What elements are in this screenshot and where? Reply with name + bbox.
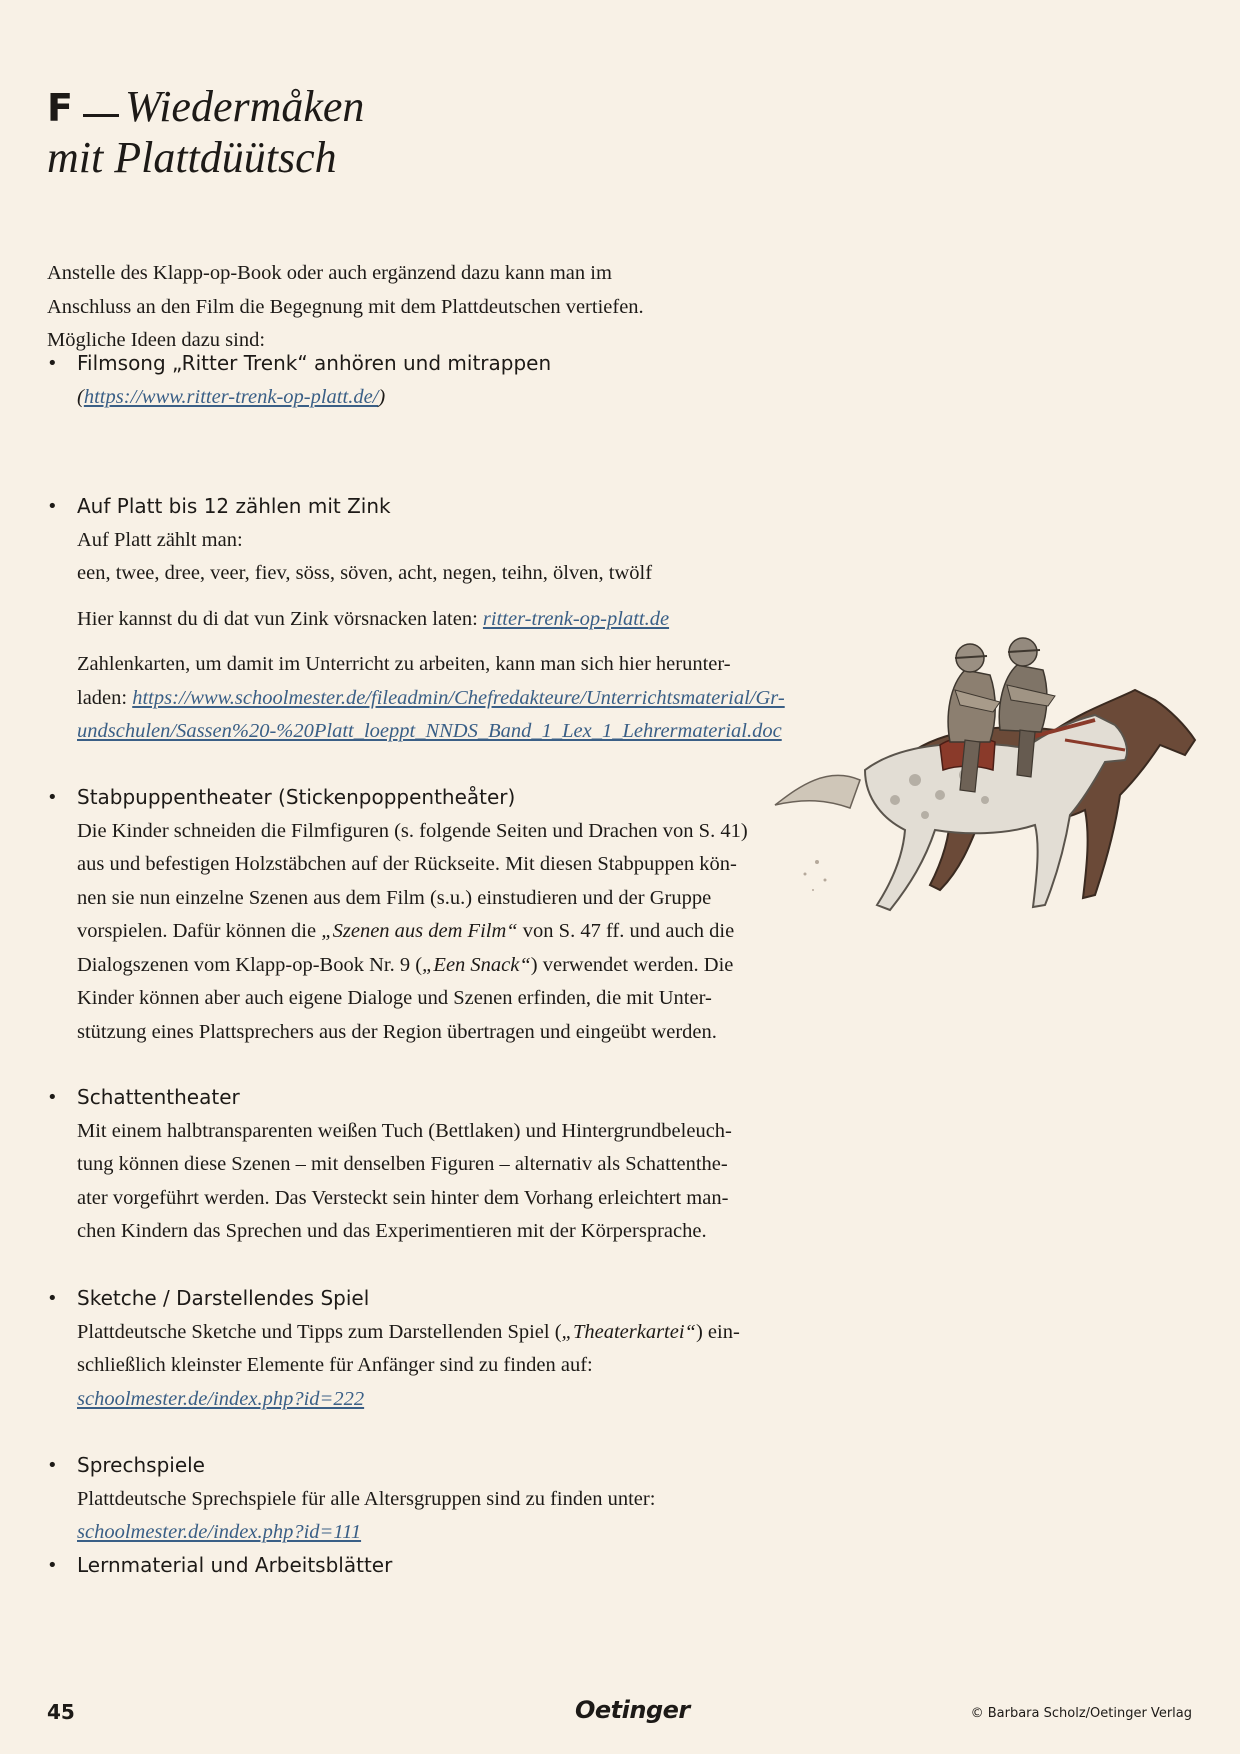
item-heading: Stabpuppentheater (Stickenpoppentheåter) — [77, 785, 516, 809]
item-text: Hier kannst du di dat vun Zink vörsnacken laten: — [77, 607, 483, 630]
bullet: • — [47, 1555, 58, 1576]
item-text: vorspielen. Dafür können die — [77, 920, 322, 942]
zahlenkarten-link[interactable]: https://www.schoolmester.de/fileadmin/Chefredakteure/Unterrichtsmaterial/Gr- — [132, 686, 785, 709]
copyright-notice: © Barbara Scholz/Oetinger Verlag — [970, 1706, 1192, 1721]
item-text: ) verwendet werden. Die — [530, 953, 734, 976]
bullet: • — [47, 496, 58, 517]
item-text: Plattdeutsche Sketche und Tipps zum Darstellenden Spiel ( — [77, 1320, 562, 1343]
item-text: ater vorgeführt werden. Das Versteckt sein hinter dem Vorhang erleichtert man- — [77, 1186, 729, 1209]
item-heading: Schattentheater — [77, 1085, 240, 1109]
paren-open: ( — [77, 385, 84, 408]
item-emphasis: „Een Snack“ — [422, 953, 531, 976]
sprechspiele-link[interactable]: schoolmester.de/index.php?id=111 — [77, 1521, 362, 1543]
bullet: • — [47, 787, 58, 808]
title-separator — [83, 114, 119, 117]
title-line2: mit Plattdüütsch — [47, 133, 337, 182]
item-text: schließlich kleinster Elemente für Anfänger sind zu finden auf: — [77, 1354, 593, 1376]
item-text: Mit einem halbtransparenten weißen Tuch (Bettlaken) und Hintergrundbeleuch- — [77, 1119, 732, 1142]
section-letter: F — [47, 86, 73, 130]
item-text: nen sie nun einzelne Szenen aus dem Film (s.u.) einstudieren und der Gruppe — [77, 886, 712, 909]
item-text: Dialogszenen vom Klapp-op-Book Nr. 9 ( — [77, 953, 423, 976]
publisher-logo: Oetinger — [575, 1696, 690, 1724]
item-text: laden: — [77, 686, 133, 709]
item-text: stützung eines Plattsprechers aus der Region übertragen und eingeübt werden. — [77, 1020, 717, 1043]
item-text: Kinder können aber auch eigene Dialoge und Szenen erfinden, die mit Unter- — [77, 987, 712, 1009]
ritter-trenk-link[interactable]: https://www.ritter-trenk-op-platt.de/ — [83, 385, 379, 408]
list-item-filmsong — [47, 347, 807, 414]
bullet: • — [47, 1288, 58, 1309]
title-line1: Wiedermåken — [124, 82, 365, 131]
item-text: Auf Platt zählt man: — [77, 528, 243, 551]
item-text: Zahlenkarten, um damit im Unterricht zu arbeiten, kann man sich hier herunter- — [77, 653, 731, 675]
theaterkartei-link[interactable]: schoolmester.de/index.php?id=222 — [77, 1387, 365, 1410]
list-item-sprechspiele — [47, 1449, 807, 1550]
bullet: • — [47, 1087, 58, 1108]
list-item-schattentheater — [47, 1081, 807, 1249]
paren-close: ) — [378, 385, 386, 408]
intro-line: Mögliche Ideen dazu sind: — [47, 329, 266, 351]
intro-line: Anschluss an den Film die Begegnung mit dem Plattdeutschen vertiefen. — [47, 295, 644, 318]
item-emphasis: „Theaterkartei“ — [561, 1320, 696, 1343]
item-heading: Filmsong „Ritter Trenk“ anhören und mitrappen — [77, 351, 552, 375]
intro-line: Anstelle des Klapp-op-Book oder auch ergänzend dazu kann man im — [47, 262, 612, 284]
list-item-counting — [47, 490, 807, 749]
item-heading: Sketche / Darstellendes Spiel — [77, 1286, 370, 1310]
item-text: von S. 47 ff. und auch die — [517, 920, 735, 942]
page-title — [47, 82, 364, 183]
item-text: Plattdeutsche Sprechspiele für alle Altersgruppen sind zu finden unter: — [77, 1487, 656, 1510]
list-item-lernmaterial — [47, 1549, 807, 1583]
list-item-stabpuppen — [47, 781, 807, 1049]
item-text: ) ein- — [695, 1320, 740, 1343]
knights-on-horses-illustration — [765, 630, 1205, 950]
item-text: aus und befestigen Holzstäbchen auf der Rückseite. Mit diesen Stabpuppen kön- — [77, 853, 737, 875]
intro-paragraph — [47, 257, 807, 358]
item-text: Die Kinder schneiden die Filmfiguren (s. folgende Seiten und Drachen von S. 41) — [77, 819, 748, 842]
bullet: • — [47, 353, 58, 374]
item-heading: Lernmaterial und Arbeitsblätter — [77, 1553, 393, 1577]
list-item-sketche — [47, 1282, 807, 1416]
item-text: een, twee, dree, veer, fiev, söss, söven, acht, negen, teihn, ölven, twölf — [77, 562, 653, 584]
item-text: tung können diese Szenen – mit denselben Figuren – alternativ als Schattenthe- — [77, 1153, 728, 1175]
item-text: chen Kindern das Sprechen und das Experimentieren mit der Körpersprache. — [77, 1220, 707, 1242]
zink-link[interactable]: ritter-trenk-op-platt.de — [482, 607, 670, 630]
item-heading: Sprechspiele — [77, 1453, 205, 1477]
item-heading: Auf Platt bis 12 zählen mit Zink — [77, 494, 391, 518]
item-emphasis: „Szenen aus dem Film“ — [321, 920, 518, 942]
zahlenkarten-link-cont[interactable]: undschulen/Sassen%20-%20Platt_loeppt_NNDS_Band_1_Lex_1_Lehrermaterial.doc — [77, 720, 782, 742]
bullet: • — [47, 1455, 58, 1476]
page-number: 45 — [47, 1700, 75, 1724]
